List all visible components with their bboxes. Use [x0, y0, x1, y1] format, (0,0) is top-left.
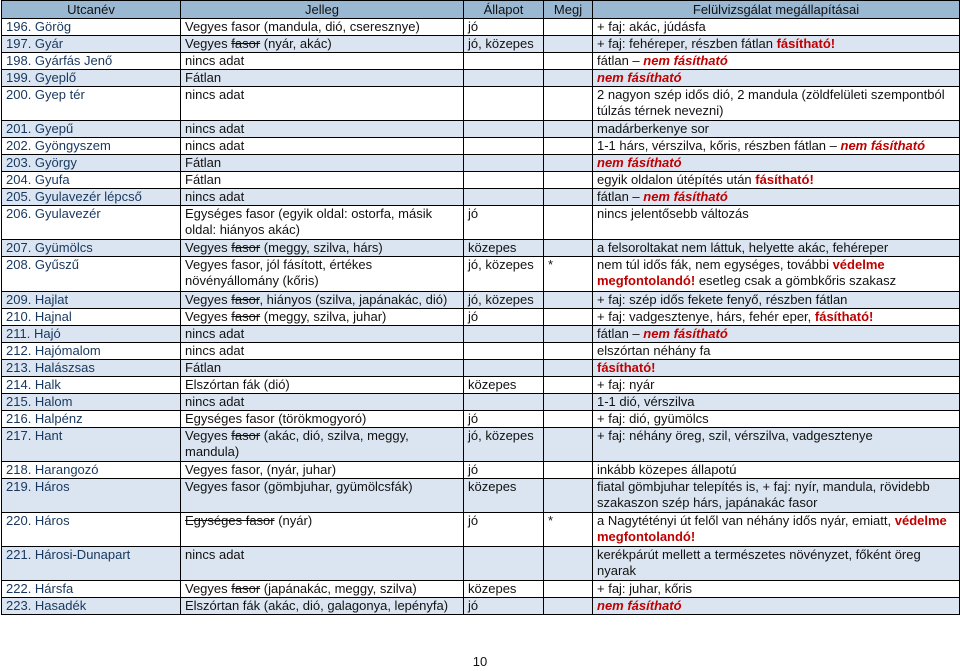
table-row: [2, 138, 960, 155]
cell-street: [2, 19, 181, 36]
cell-street: [2, 394, 181, 411]
highlight-text: fásítható!: [776, 36, 836, 51]
table-row: [2, 121, 960, 138]
cell-findings: [593, 309, 960, 326]
cell-findings: [593, 360, 960, 377]
cell-character: [181, 257, 464, 292]
cell-findings: [593, 138, 960, 155]
cell-text: Fátlan: [185, 155, 222, 170]
table-row: [2, 309, 960, 326]
street-name: 198. Gyárfás Jenő: [6, 53, 113, 68]
cell-note: [544, 155, 593, 172]
cell-note: [544, 479, 593, 513]
cell-text: Fátlan: [185, 172, 222, 187]
cell-character: [181, 377, 464, 394]
street-name: 199. Gyeplő: [6, 70, 77, 85]
column-header-character: Jelleg: [181, 1, 464, 19]
struck-text: fasor: [231, 309, 261, 324]
cell-character: [181, 155, 464, 172]
cell-findings: [593, 479, 960, 513]
cell-character: [181, 172, 464, 189]
cell-street: [2, 581, 181, 598]
cell-condition: [464, 53, 544, 70]
cell-text: Vegyes: [185, 428, 232, 443]
street-name: 201. Gyepű: [6, 121, 74, 136]
cell-note: [544, 428, 593, 462]
cell-text: a Nagytétényi út felől van néhány idős nyár, emiatt,: [597, 513, 895, 528]
street-name: 213. Halászsas: [6, 360, 95, 375]
cell-text: (meggy, szilva, hárs): [260, 240, 383, 255]
table-row: [2, 581, 960, 598]
highlight-text: nem fásítható: [597, 155, 682, 170]
highlight-text: fásítható!: [755, 172, 814, 187]
cell-text: nincs adat: [185, 547, 245, 562]
cell-condition: jó: [464, 309, 544, 326]
street-name: 215. Halom: [6, 394, 73, 409]
cell-street: [2, 240, 181, 257]
cell-condition: [464, 87, 544, 121]
street-name: 196. Görög: [6, 19, 72, 34]
cell-character: [181, 70, 464, 87]
table-row: [2, 87, 960, 121]
cell-findings: [593, 377, 960, 394]
cell-note: [544, 292, 593, 309]
cell-text: Vegyes fasor, jól fásított, értékes növényállomány (kőris): [185, 257, 373, 288]
cell-text: Vegyes: [185, 292, 232, 307]
cell-character: [181, 411, 464, 428]
cell-character: [181, 292, 464, 309]
cell-condition: jó: [464, 598, 544, 615]
table-row: [2, 428, 960, 462]
page-number: 10: [472, 654, 488, 669]
cell-text: fátlan –: [597, 326, 644, 341]
cell-findings: [593, 70, 960, 87]
cell-street: [2, 257, 181, 292]
cell-note: [544, 172, 593, 189]
cell-note: [544, 462, 593, 479]
cell-condition: jó, közepes: [464, 428, 544, 462]
street-name: 220. Háros: [6, 513, 70, 528]
cell-text: fiatal gömbjuhar telepítés is, + faj: nyír, mandula, rövidebb szakaszon szép hárs, japánakác fasor: [597, 479, 930, 510]
highlight-text: nem fásítható: [597, 70, 682, 85]
cell-character: [181, 326, 464, 343]
table-row: [2, 479, 960, 513]
cell-street: [2, 70, 181, 87]
cell-condition: [464, 121, 544, 138]
cell-findings: [593, 343, 960, 360]
cell-condition: [464, 70, 544, 87]
cell-note: [544, 189, 593, 206]
cell-street: [2, 155, 181, 172]
cell-character: [181, 581, 464, 598]
cell-character: [181, 87, 464, 121]
cell-text: Vegyes: [185, 581, 232, 596]
table-row: [2, 240, 960, 257]
cell-note: [544, 394, 593, 411]
cell-text: nincs adat: [185, 189, 245, 204]
cell-condition: jó, közepes: [464, 292, 544, 309]
cell-text: Vegyes: [185, 36, 232, 51]
cell-condition: [464, 155, 544, 172]
cell-note: *: [544, 257, 593, 292]
cell-condition: [464, 343, 544, 360]
highlight-text: nem fásítható: [643, 189, 728, 204]
cell-findings: [593, 87, 960, 121]
cell-text: 1-1 dió, vérszilva: [597, 394, 695, 409]
table-row: [2, 53, 960, 70]
highlight-text: védelme megfontolandó!: [597, 513, 947, 544]
cell-text: Vegyes: [185, 240, 232, 255]
column-header-condition: Állapot: [464, 1, 544, 19]
cell-condition: jó: [464, 206, 544, 240]
cell-findings: [593, 189, 960, 206]
cell-street: [2, 292, 181, 309]
cell-note: [544, 206, 593, 240]
cell-findings: [593, 121, 960, 138]
cell-street: [2, 36, 181, 53]
highlight-text: védelme megfontolandó!: [597, 257, 885, 288]
cell-text: (japánakác, meggy, szilva): [260, 581, 417, 596]
cell-character: [181, 343, 464, 360]
table-row: [2, 411, 960, 428]
table-row: [2, 36, 960, 53]
cell-note: [544, 70, 593, 87]
cell-findings: [593, 428, 960, 462]
cell-text: (nyár, akác): [260, 36, 332, 51]
cell-text: nincs adat: [185, 343, 245, 358]
cell-condition: [464, 547, 544, 581]
cell-condition: [464, 326, 544, 343]
cell-findings: [593, 581, 960, 598]
street-name: 197. Gyár: [6, 36, 64, 51]
table-row: [2, 292, 960, 309]
cell-findings: [593, 240, 960, 257]
cell-text: Vegyes fasor (mandula, dió, cseresznye): [185, 19, 420, 34]
cell-text: Vegyes fasor (gömbjuhar, gyümölcsfák): [185, 479, 413, 494]
cell-text: kerékpárút mellett a természetes növényzet, főként öreg nyarak: [597, 547, 921, 578]
cell-text: nincs adat: [185, 394, 245, 409]
cell-condition: [464, 360, 544, 377]
cell-findings: [593, 462, 960, 479]
cell-condition: [464, 172, 544, 189]
cell-street: [2, 598, 181, 615]
street-name: 218. Harangozó: [6, 462, 99, 477]
struck-text: fasor: [231, 581, 261, 596]
cell-note: [544, 19, 593, 36]
cell-condition: jó: [464, 19, 544, 36]
cell-street: [2, 189, 181, 206]
cell-text: , hiányos (szilva, japánakác, dió): [259, 292, 448, 307]
cell-character: [181, 53, 464, 70]
street-name: 212. Hajómalom: [6, 343, 101, 358]
cell-street: [2, 343, 181, 360]
cell-findings: [593, 53, 960, 70]
cell-text: + faj: vadgesztenye, hárs, fehér eper,: [597, 309, 815, 324]
cell-findings: [593, 326, 960, 343]
street-name: 207. Gyümölcs: [6, 240, 93, 255]
table-row: [2, 257, 960, 292]
cell-condition: jó: [464, 513, 544, 547]
cell-character: [181, 240, 464, 257]
cell-note: [544, 598, 593, 615]
street-name: 214. Halk: [6, 377, 61, 392]
cell-character: [181, 19, 464, 36]
cell-condition: jó: [464, 462, 544, 479]
cell-text: Elszórtan fák (dió): [185, 377, 290, 392]
cell-note: [544, 360, 593, 377]
cell-text: + faj: juhar, kőris: [597, 581, 693, 596]
struck-text: Egységes fasor: [185, 513, 275, 528]
cell-note: *: [544, 513, 593, 547]
cell-note: [544, 377, 593, 394]
cell-text: elszórtan néhány fa: [597, 343, 711, 358]
cell-text: + faj: fehéreper, részben fátlan: [597, 36, 777, 51]
cell-findings: [593, 206, 960, 240]
cell-text: Vegyes fasor, (nyár, juhar): [185, 462, 337, 477]
table-row: [2, 155, 960, 172]
cell-street: [2, 87, 181, 121]
cell-text: madárberkenye sor: [597, 121, 709, 136]
cell-text: nem túl idős fák, nem egységes, további: [597, 257, 833, 272]
cell-condition: közepes: [464, 377, 544, 394]
cell-street: [2, 428, 181, 462]
table-row: [2, 206, 960, 240]
cell-findings: [593, 257, 960, 292]
cell-character: [181, 428, 464, 462]
cell-text: egyik oldalon útépítés után: [597, 172, 756, 187]
table-row: [2, 598, 960, 615]
street-name: 203. György: [6, 155, 77, 170]
cell-character: [181, 462, 464, 479]
cell-character: [181, 189, 464, 206]
cell-text: (akác, dió, szilva, meggy, mandula): [185, 428, 409, 459]
cell-text: + faj: dió, gyümölcs: [597, 411, 709, 426]
cell-findings: [593, 547, 960, 581]
cell-text: nincs adat: [185, 121, 245, 136]
table-row: [2, 513, 960, 547]
cell-findings: [593, 155, 960, 172]
cell-note: [544, 138, 593, 155]
cell-note: [544, 87, 593, 121]
cell-condition: jó, közepes: [464, 257, 544, 292]
table-row: [2, 70, 960, 87]
table-row: [2, 19, 960, 36]
cell-character: [181, 547, 464, 581]
cell-street: [2, 309, 181, 326]
cell-character: [181, 206, 464, 240]
cell-note: [544, 36, 593, 53]
cell-text: nincs adat: [185, 326, 245, 341]
cell-character: [181, 121, 464, 138]
cell-character: [181, 598, 464, 615]
cell-character: [181, 309, 464, 326]
cell-character: [181, 394, 464, 411]
highlight-text: fásítható!: [814, 309, 874, 324]
table-row: [2, 360, 960, 377]
cell-text: nincs adat: [185, 87, 245, 102]
table-row: [2, 326, 960, 343]
cell-findings: [593, 36, 960, 53]
cell-text: Egységes fasor (egyik oldal: ostorfa, másik oldal: hiányos akác): [185, 206, 433, 237]
cell-text: Fátlan: [185, 360, 222, 375]
cell-findings: [593, 19, 960, 36]
cell-findings: [593, 172, 960, 189]
cell-character: [181, 479, 464, 513]
cell-character: [181, 360, 464, 377]
cell-note: [544, 53, 593, 70]
cell-findings: [593, 513, 960, 547]
cell-text: Elszórtan fák (akác, dió, galagonya, lepényfa): [185, 598, 449, 613]
cell-street: [2, 206, 181, 240]
cell-findings: [593, 394, 960, 411]
cell-text: + faj: néhány öreg, szil, vérszilva, vadgesztenye: [597, 428, 873, 443]
cell-character: [181, 36, 464, 53]
table-row: [2, 394, 960, 411]
cell-findings: [593, 411, 960, 428]
street-name: 217. Hant: [6, 428, 63, 443]
cell-text: fátlan –: [597, 53, 644, 68]
column-header-findings: Felülvizsgálat megállapításai: [593, 1, 960, 19]
cell-street: [2, 326, 181, 343]
cell-text: 2 nagyon szép idős dió, 2 mandula (zöldfelületi szempontból túlzás térnek nevezni): [597, 87, 945, 118]
street-name: 221. Hárosi-Dunapart: [6, 547, 131, 562]
cell-condition: [464, 189, 544, 206]
cell-findings: [593, 292, 960, 309]
cell-text: nincs adat: [185, 138, 245, 153]
street-name: 200. Gyep tér: [6, 87, 85, 102]
cell-text: Vegyes: [185, 309, 232, 324]
cell-text: esetleg csak a gömbkőris szakasz: [695, 273, 897, 288]
cell-text: 1-1 hárs, vérszilva, kőris, részben fátlan –: [597, 138, 841, 153]
table-row: [2, 172, 960, 189]
street-name: 210. Hajnal: [6, 309, 72, 324]
cell-condition: közepes: [464, 240, 544, 257]
cell-text: + faj: szép idős fekete fenyő, részben fátlan: [597, 292, 848, 307]
cell-text: inkább közepes állapotú: [597, 462, 737, 477]
cell-note: [544, 411, 593, 428]
cell-condition: [464, 394, 544, 411]
cell-street: [2, 513, 181, 547]
struck-text: fasor: [231, 292, 260, 307]
cell-text: a felsoroltakat nem láttuk, helyette akác, fehéreper: [597, 240, 889, 255]
cell-street: [2, 479, 181, 513]
street-tree-table: [1, 0, 960, 615]
cell-condition: jó, közepes: [464, 36, 544, 53]
street-name: 208. Gyűszű: [6, 257, 79, 272]
street-name: 223. Hasadék: [6, 598, 87, 613]
cell-condition: közepes: [464, 479, 544, 513]
column-header-street: Utcanév: [2, 1, 181, 19]
street-name: 211. Hajó: [6, 326, 61, 341]
table-row: [2, 547, 960, 581]
struck-text: fasor: [231, 36, 261, 51]
street-name: 202. Gyöngyszem: [6, 138, 111, 153]
street-name: 205. Gyulavezér lépcső: [6, 189, 142, 204]
cell-note: [544, 309, 593, 326]
table-row: [2, 189, 960, 206]
header-row: [2, 1, 960, 19]
cell-street: [2, 547, 181, 581]
street-name: 204. Gyufa: [6, 172, 70, 187]
cell-text: + faj: akác, júdásfa: [597, 19, 706, 34]
street-name: 219. Háros: [6, 479, 70, 494]
street-name: 209. Hajlat: [6, 292, 69, 307]
cell-street: [2, 121, 181, 138]
cell-street: [2, 411, 181, 428]
street-name: 222. Hársfa: [6, 581, 74, 596]
highlight-text: nem fásítható: [643, 326, 728, 341]
cell-street: [2, 53, 181, 70]
cell-note: [544, 581, 593, 598]
struck-text: fasor: [231, 428, 261, 443]
table-row: [2, 343, 960, 360]
highlight-text: nem fásítható: [597, 598, 682, 613]
cell-findings: [593, 598, 960, 615]
cell-text: (nyár): [274, 513, 313, 528]
cell-condition: [464, 138, 544, 155]
cell-note: [544, 343, 593, 360]
cell-note: [544, 121, 593, 138]
cell-text: nincs jelentősebb változás: [597, 206, 749, 221]
cell-text: fátlan –: [597, 189, 644, 204]
cell-street: [2, 360, 181, 377]
cell-note: [544, 547, 593, 581]
table-row: [2, 462, 960, 479]
cell-street: [2, 172, 181, 189]
struck-text: fasor: [231, 240, 261, 255]
cell-note: [544, 240, 593, 257]
street-name: 216. Halpénz: [6, 411, 83, 426]
cell-character: [181, 138, 464, 155]
street-name: 206. Gyulavezér: [6, 206, 101, 221]
cell-condition: közepes: [464, 581, 544, 598]
cell-street: [2, 462, 181, 479]
highlight-text: fásítható!: [597, 360, 656, 375]
cell-note: [544, 326, 593, 343]
cell-street: [2, 138, 181, 155]
table-row: [2, 377, 960, 394]
cell-text: nincs adat: [185, 53, 245, 68]
cell-street: [2, 377, 181, 394]
cell-character: [181, 513, 464, 547]
cell-text: Egységes fasor (törökmogyoró): [185, 411, 367, 426]
highlight-text: nem fásítható: [840, 138, 926, 153]
cell-text: Fátlan: [185, 70, 222, 85]
cell-text: + faj: nyár: [597, 377, 655, 392]
highlight-text: nem fásítható: [643, 53, 728, 68]
cell-text: (meggy, szilva, juhar): [260, 309, 387, 324]
column-header-note: Megj: [544, 1, 593, 19]
cell-condition: jó: [464, 411, 544, 428]
